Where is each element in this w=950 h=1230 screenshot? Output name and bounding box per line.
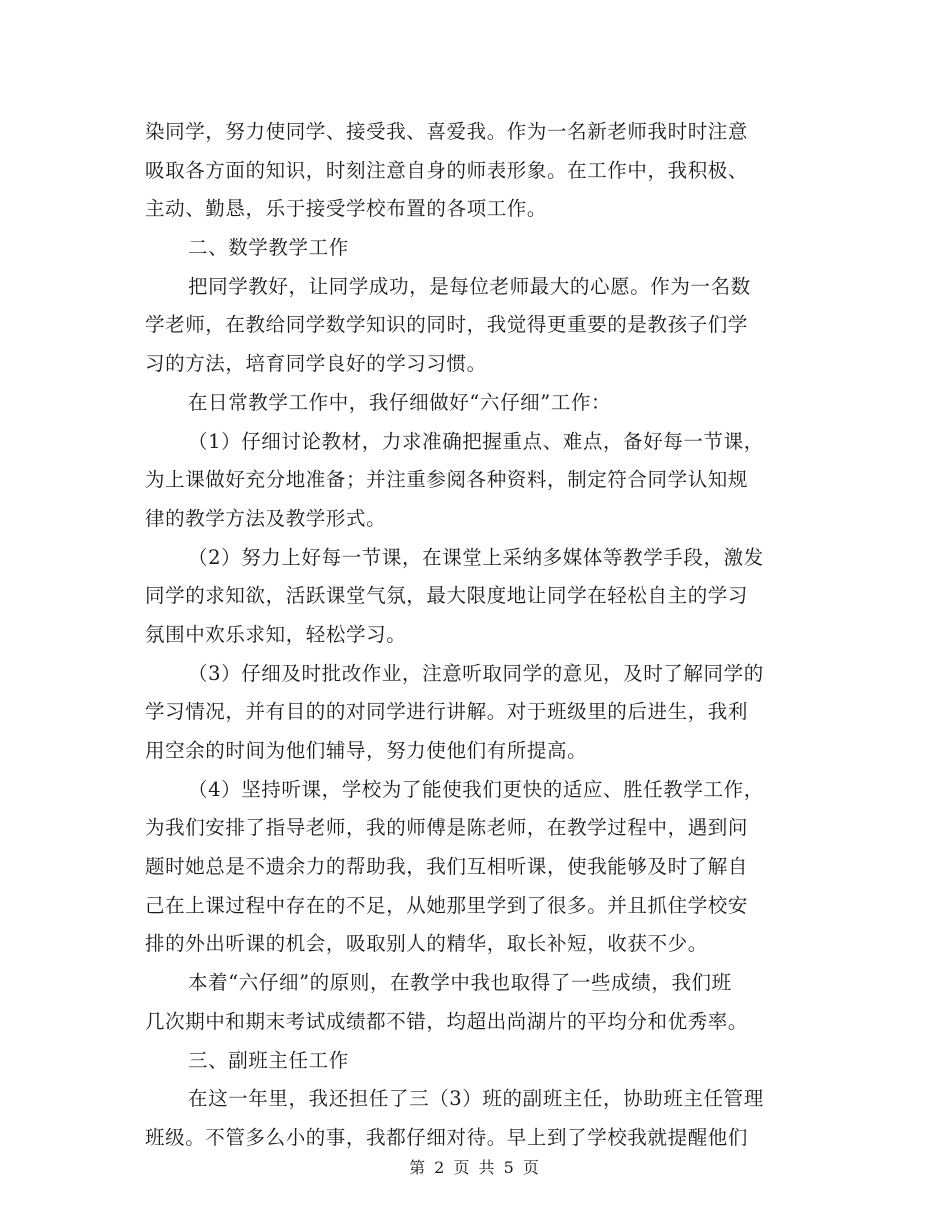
text-line: 为我们安排了指导老师，我的师傅是陈老师，在教学过程中，遇到问 bbox=[145, 816, 749, 840]
text-line: 班级。不管多么小的事，我都仔细对待。早上到了学校我就提醒他们 bbox=[145, 1125, 749, 1149]
text-line: （1）仔细讨论教材，力求准确把握重点、难点，备好每一节课， bbox=[188, 429, 764, 453]
text-line: 习的方法，培育同学良好的学习习惯。 bbox=[145, 352, 487, 376]
text-line: 主动、勤恳，乐于接受学校布置的各项工作。 bbox=[145, 197, 548, 221]
section-heading: 二、数学教学工作 bbox=[188, 236, 349, 260]
text-line: 为上课做好充分地准备；并注重参阅各种资料，制定符合同学认知规 bbox=[145, 468, 749, 492]
text-line: 把同学教好，让同学成功，是每位老师最大的心愿。作为一名数 bbox=[188, 274, 751, 298]
text-line: 律的教学方法及教学形式。 bbox=[145, 506, 387, 530]
text-line: 氛围中欢乐求知，轻松学习。 bbox=[145, 622, 407, 646]
text-line: （3）仔细及时批改作业，注意听取同学的意见，及时了解同学的 bbox=[188, 661, 764, 685]
text-line: 几次期中和期末考试成绩都不错，均超出尚湖片的平均分和优秀率。 bbox=[145, 1009, 749, 1033]
text-line: 学习情况，并有目的的对同学进行讲解。对于班级里的后进生，我利 bbox=[145, 700, 749, 724]
text-line: 学老师，在教给同学数学知识的同时，我觉得更重要的是教孩子们学 bbox=[145, 313, 749, 337]
body-text bbox=[145, 113, 810, 1158]
text-line: 同学的求知欲，活跃课堂气氛，最大限度地让同学在轻松自主的学习 bbox=[145, 584, 749, 608]
text-line: 在这一年里，我还担任了三（3）班的副班主任，协助班主任管理 bbox=[188, 1087, 764, 1111]
text-line: （4）坚持听课，学校为了能使我们更快的适应、胜任教学工作， bbox=[188, 777, 764, 801]
text-line: 己在上课过程中存在的不足，从她那里学到了很多。并且抓住学校安 bbox=[145, 893, 749, 917]
text-line: 本着“六仔细”的原则，在教学中我也取得了一些成绩，我们班 bbox=[188, 971, 732, 995]
text-line: 用空余的时间为他们辅导，努力使他们有所提高。 bbox=[145, 739, 588, 762]
text-line: 吸取各方面的知识，时刻注意自身的师表形象。在工作中，我积极、 bbox=[145, 158, 749, 182]
section-heading: 三、副班主任工作 bbox=[188, 1048, 349, 1072]
text-line: 题时她总是不遗余力的帮助我，我们互相听课，使我能够及时了解自 bbox=[145, 855, 749, 879]
text-line: 在日常教学工作中，我仔细做好“六仔细”工作： bbox=[188, 390, 612, 414]
text-line: 排的外出听课的机会，吸取别人的精华，取长补短，收获不少。 bbox=[145, 932, 708, 956]
text-line: 染同学，努力使同学、接受我、喜爱我。作为一名新老师我时时注意 bbox=[145, 120, 749, 143]
text-line: （2）努力上好每一节课，在课堂上采纳多媒体等教学手段，激发 bbox=[188, 545, 764, 569]
page-number-footer: 第 2 页 共 5 页 bbox=[409, 1158, 541, 1177]
